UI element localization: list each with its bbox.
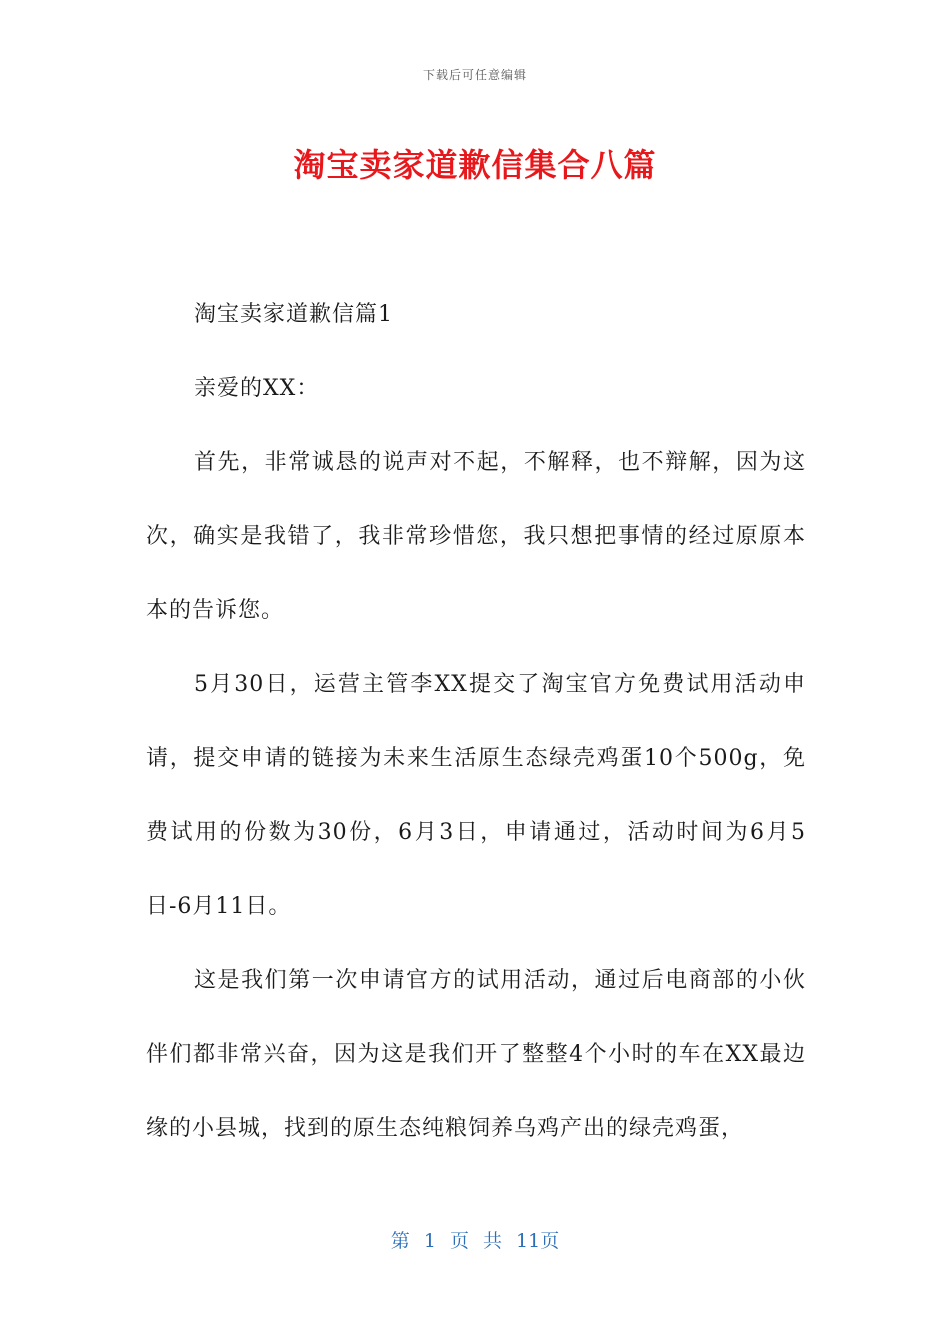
document-body [146, 278, 806, 1166]
header-note: 下载后可任意编辑 [422, 68, 527, 82]
document-title: 淘宝卖家道歉信集合八篇 [293, 146, 657, 184]
page-number-footer: 第 1 页 共 11页 [390, 1230, 560, 1252]
body-paragraph: 这是我们第一次申请官方的试用活动，通过后电商部的小伙伴们都非常兴奋，因为这是我们开了整整4个小时的车在XX最边缘的小县城，找到的原生态纯粮饲养乌鸡产出的绿壳鸡蛋， [146, 968, 806, 1141]
section-heading: 淘宝卖家道歉信篇1 [194, 302, 393, 327]
salutation: 亲爱的XX： [194, 376, 320, 401]
body-paragraph: 5月30日，运营主管李XX提交了淘宝官方免费试用活动申请，提交申请的链接为未来生活原生态绿壳鸡蛋10个500g，免费试用的份数为30份，6月3日，申请通过，活动时间为6月5日-6月11日。 [146, 672, 806, 919]
body-paragraph: 首先，非常诚恳的说声对不起，不解释，也不辩解，因为这次，确实是我错了，我非常珍惜您，我只想把事情的经过原原本本的告诉您。 [146, 450, 806, 623]
